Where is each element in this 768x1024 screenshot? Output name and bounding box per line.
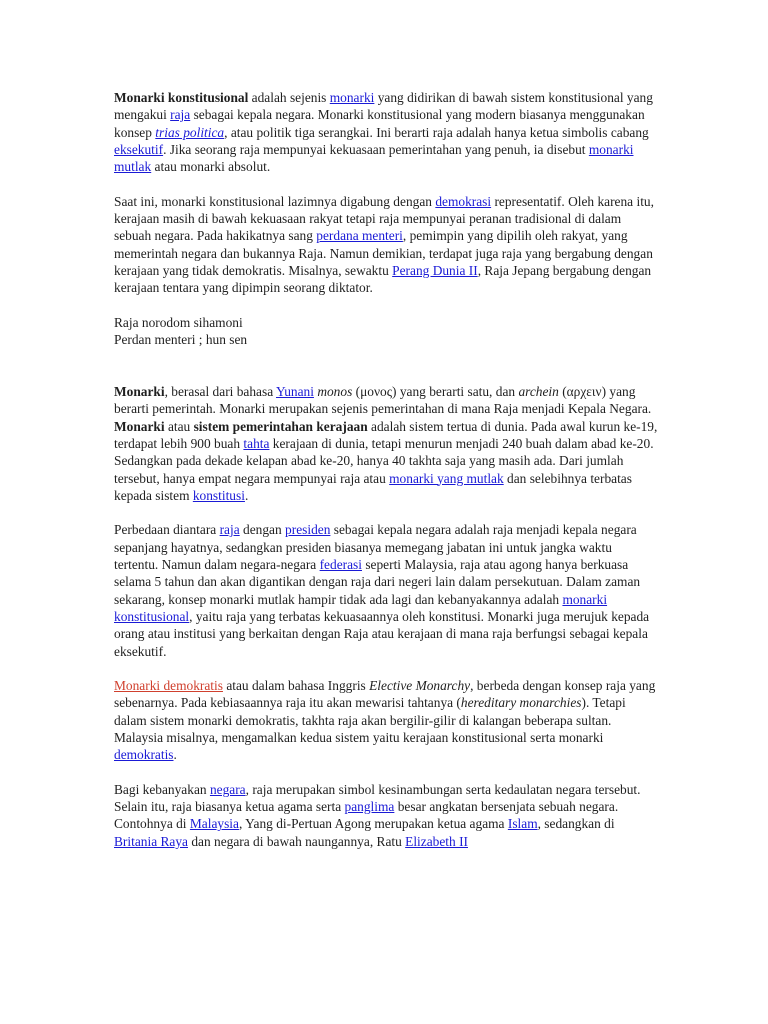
italic-term: hereditary monarchies <box>460 695 582 711</box>
link-elizabeth-ii[interactable]: Elizabeth II <box>405 833 468 849</box>
link-perdana-menteri[interactable]: perdana menteri <box>316 228 403 244</box>
link-raja[interactable]: raja <box>219 522 240 538</box>
link-trias-politica[interactable] <box>155 125 224 140</box>
text-run: . Jika seorang raja mempunyai kekuasaan pemerintahan yang penuh, ia disebut <box>163 141 589 157</box>
link-konstitusi[interactable]: konstitusi <box>192 487 245 503</box>
text-run: dengan <box>239 522 286 538</box>
text-run: , Raja Jepang bergabung dengan kerajaan tentara yang dipimpin seorang diktator. <box>114 262 652 296</box>
text-run: , berasal dari bahasa <box>164 384 277 400</box>
italic-term: monos <box>317 384 353 400</box>
link-raja[interactable]: raja <box>170 107 191 123</box>
link-britania-raya[interactable]: Britania Raya <box>114 833 188 849</box>
link-monarki-mutlak[interactable]: monarki mutlak <box>114 141 634 175</box>
italic-term: archein <box>518 384 559 400</box>
text-run: , raja merupakan simbol kesinambungan serta kedaulatan negara tersebut. Selain itu, raja biasanya ketua agama serta <box>114 781 641 815</box>
document-page <box>114 89 659 867</box>
link-panglima[interactable]: panglima <box>344 799 395 815</box>
link-negara[interactable]: negara <box>209 781 246 797</box>
link-monarki-konstitusional[interactable]: monarki konstitusional <box>114 591 608 624</box>
link-eksekutif[interactable]: eksekutif <box>114 141 164 157</box>
link-monarki[interactable]: monarki <box>329 90 375 105</box>
text-run: . <box>173 747 177 763</box>
text-run: besar angkatan bersenjata sebuah negara. Contohnya di <box>114 799 619 832</box>
text-run: sebagai kepala negara adalah raja menjadi kepala negara sepanjang hayatnya, sedangkan presiden biasanya memegang jabatan ini untuk jangka waktu tertentu. Namun dalam negara-negara <box>114 522 637 573</box>
text-run: representatif. Oleh karena itu, kerajaan masih di bawah kekuasaan rakyat tetapi raja mempunyai peranan tradisional di dalam sebuah negara. Pada hakikatnya sang <box>114 193 654 244</box>
text-run: , Yang di-Pertuan Agong merupakan ketua agama <box>238 816 508 832</box>
text-run: adalah sistem tertua di dunia. Pada awal kurun ke-19, terdapat lebih 900 buah <box>114 418 658 451</box>
link-demokratis[interactable]: demokratis <box>114 747 174 763</box>
italic-term: trias politica <box>155 124 225 140</box>
link-islam[interactable]: Islam <box>507 816 538 832</box>
bold-term: Monarki konstitusional <box>114 90 249 105</box>
text-run: , pemimpin yang dipilih oleh rakyat, yang memerintah negara dan bukannya Raja. Namun demikian, terdapat juga raja yang bergabung dengan kerajaan yang tidak demokratis. Misalnya, sewaktu <box>114 228 653 278</box>
text-run: , berbeda dengan konsep raja yang sebenarnya. Pada kebiasaannya raja itu akan mewarisi tahtanya ( <box>114 678 656 711</box>
link-federasi[interactable]: federasi <box>319 557 362 573</box>
paragraph-monarki-demokratis <box>114 677 659 763</box>
text-run: atau monarki absolut. <box>151 159 271 175</box>
link-perang-dunia-ii[interactable]: Perang Dunia II <box>392 262 478 278</box>
text-run: Perbedaan diantara <box>114 522 220 538</box>
text-run: kerajaan di dunia, tetapi menurun menjadi 240 buah dalam abad ke-20. Sedangkan pada dekade kelapan abad ke-20, hanya 40 takhta saja yang masih ada. Dari jumlah tersebut, hanya empat negara mempunyai raja atau <box>114 435 654 486</box>
paragraph-monarki-definisi <box>114 383 659 504</box>
italic-term: Elective Monarchy <box>369 678 471 694</box>
link-tahta[interactable]: tahta <box>243 435 270 451</box>
note-line-perdana-menteri: Perdan menteri ; hun sen <box>114 332 248 348</box>
bold-term: Monarki <box>114 384 165 400</box>
link-demokrasi[interactable]: demokrasi <box>435 193 492 209</box>
text-run: . <box>244 487 249 503</box>
text-run: dan selebihnya terbatas kepada sistem <box>114 470 632 503</box>
paragraph-bagi-kebanyakan <box>114 781 659 850</box>
text-run: atau dalam bahasa Inggris <box>222 678 370 694</box>
text-run: yang didirikan di bawah sistem konstitusional yang mengakui <box>114 90 653 123</box>
text-run: seperti Malaysia, raja atau agong hanya berkuasa selama 5 tahun dan akan digantikan dengan raja dari negeri lain dalam persekutuan. Dalam zaman sekarang, konsep monarki mutlak hampir tidak ada lagi dan kebanyakannya adalah <box>114 557 641 607</box>
text-run: atau <box>164 418 194 434</box>
paragraph-saat-ini <box>114 193 659 297</box>
bold-term: sistem pemerintahan kerajaan <box>193 418 368 434</box>
link-monarki-yang-mutlak[interactable]: monarki yang mutlak <box>389 470 504 486</box>
text-run: adalah sejenis <box>248 90 330 105</box>
text-run: dan negara di bawah naungannya, Ratu <box>188 833 406 849</box>
text-run: Saat ini, monarki konstitusional lazimnya digabung dengan <box>114 193 436 209</box>
link-monarki-demokratis[interactable]: Monarki demokratis <box>114 678 223 694</box>
text-run: sebagai kepala negara. Monarki konstitusional yang modern biasanya menggunakan konsep <box>114 107 645 140</box>
note-line-raja: Raja norodom sihamoni <box>114 314 243 330</box>
text-run: , sedangkan di <box>537 816 615 832</box>
text-run: Bagi kebanyakan <box>114 781 210 797</box>
text-run: , yaitu raja yang terbatas kekuasaannya oleh konstitusi. Monarki juga merujuk kepada orang atau institusi yang berkaitan dengan Raja atau kerajaan di mana raja berfungsi sebagai kepala eksekutif. <box>114 608 650 659</box>
link-yunani[interactable]: Yunani <box>276 384 314 400</box>
text-run: (μονος) yang berarti satu, dan <box>352 384 519 400</box>
text-run: ). Tetapi dalam sistem monarki demokratis, takhta raja akan bergilir-gilir di kalangan beberapa sultan. Malaysia misalnya, mengamalkan kedua sistem yaitu kerajaan konstitusional serta monarki <box>114 695 626 745</box>
link-presiden[interactable]: presiden <box>285 522 331 538</box>
bold-term: Monarki <box>114 418 165 434</box>
text-run: (αρχειν) yang berarti pemerintah. Monarki merupakan sejenis pemerintahan di mana Raja menjadi Kepala Negara. <box>114 384 652 417</box>
paragraph-monarki-konstitusional <box>114 89 659 175</box>
paragraph-perbedaan <box>114 521 659 659</box>
link-malaysia[interactable]: Malaysia <box>189 816 239 832</box>
text-run: , atau politik tiga serangkai. Ini berarti raja adalah hanya ketua simbolis cabang <box>224 124 649 140</box>
